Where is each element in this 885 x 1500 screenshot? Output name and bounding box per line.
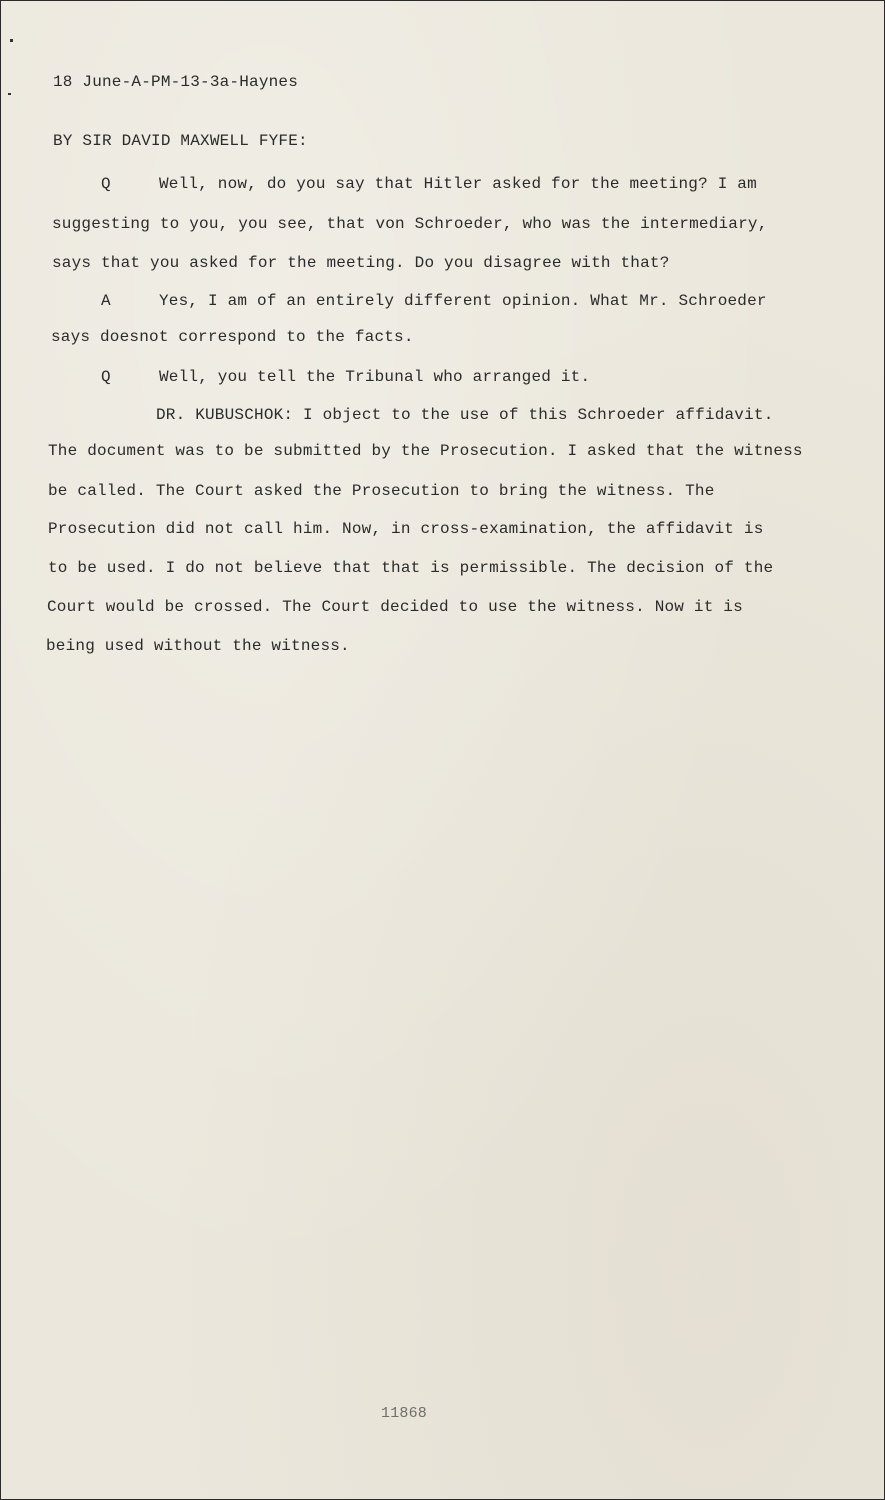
statement-line-6: Court would be crossed. The Court decided to use the witness. Now it is [47,598,743,616]
statement-line-2: The document was to be submitted by the Prosecution. I asked that the witness [48,442,803,460]
page-number: 11868 [381,1405,428,1422]
examiner-heading: BY SIR DAVID MAXWELL FYFE: [53,132,308,150]
question-2 [101,368,591,386]
answer-1-line-1: Yes, I am of an entirely different opinion. What Mr. Schroeder [159,292,767,310]
punch-mark [8,93,11,95]
speaker-label: Q [101,368,111,386]
statement-line-5: to be used. I do not believe that that is permissible. The decision of the [48,559,774,577]
document-page [1,1,884,1499]
speaker-label: A [101,292,111,310]
answer-1 [101,292,767,310]
speaker-label: Q [101,175,111,193]
statement-line-3: be called. The Court asked the Prosecution to bring the witness. The [48,482,715,500]
document-header: 18 June-A-PM-13-3a-Haynes [53,73,299,91]
question-1 [101,175,757,193]
question-1-line-2: suggesting to you, you see, that von Schroeder, who was the intermediary, [52,215,768,233]
question-2-line-1: Well, you tell the Tribunal who arranged it. [159,368,591,386]
punch-mark [10,39,13,42]
statement-line-4: Prosecution did not call him. Now, in cross-examination, the affidavit is [48,520,764,538]
question-1-line-3: says that you asked for the meeting. Do you disagree with that? [52,254,670,272]
question-1-line-1: Well, now, do you say that Hitler asked for the meeting? I am [159,175,757,193]
answer-1-line-2: says doesnot correspond to the facts. [51,328,414,346]
statement-line-7: being used without the witness. [46,637,350,655]
statement-line-1: DR. KUBUSCHOK: I object to the use of this Schroeder affidavit. [156,406,774,424]
